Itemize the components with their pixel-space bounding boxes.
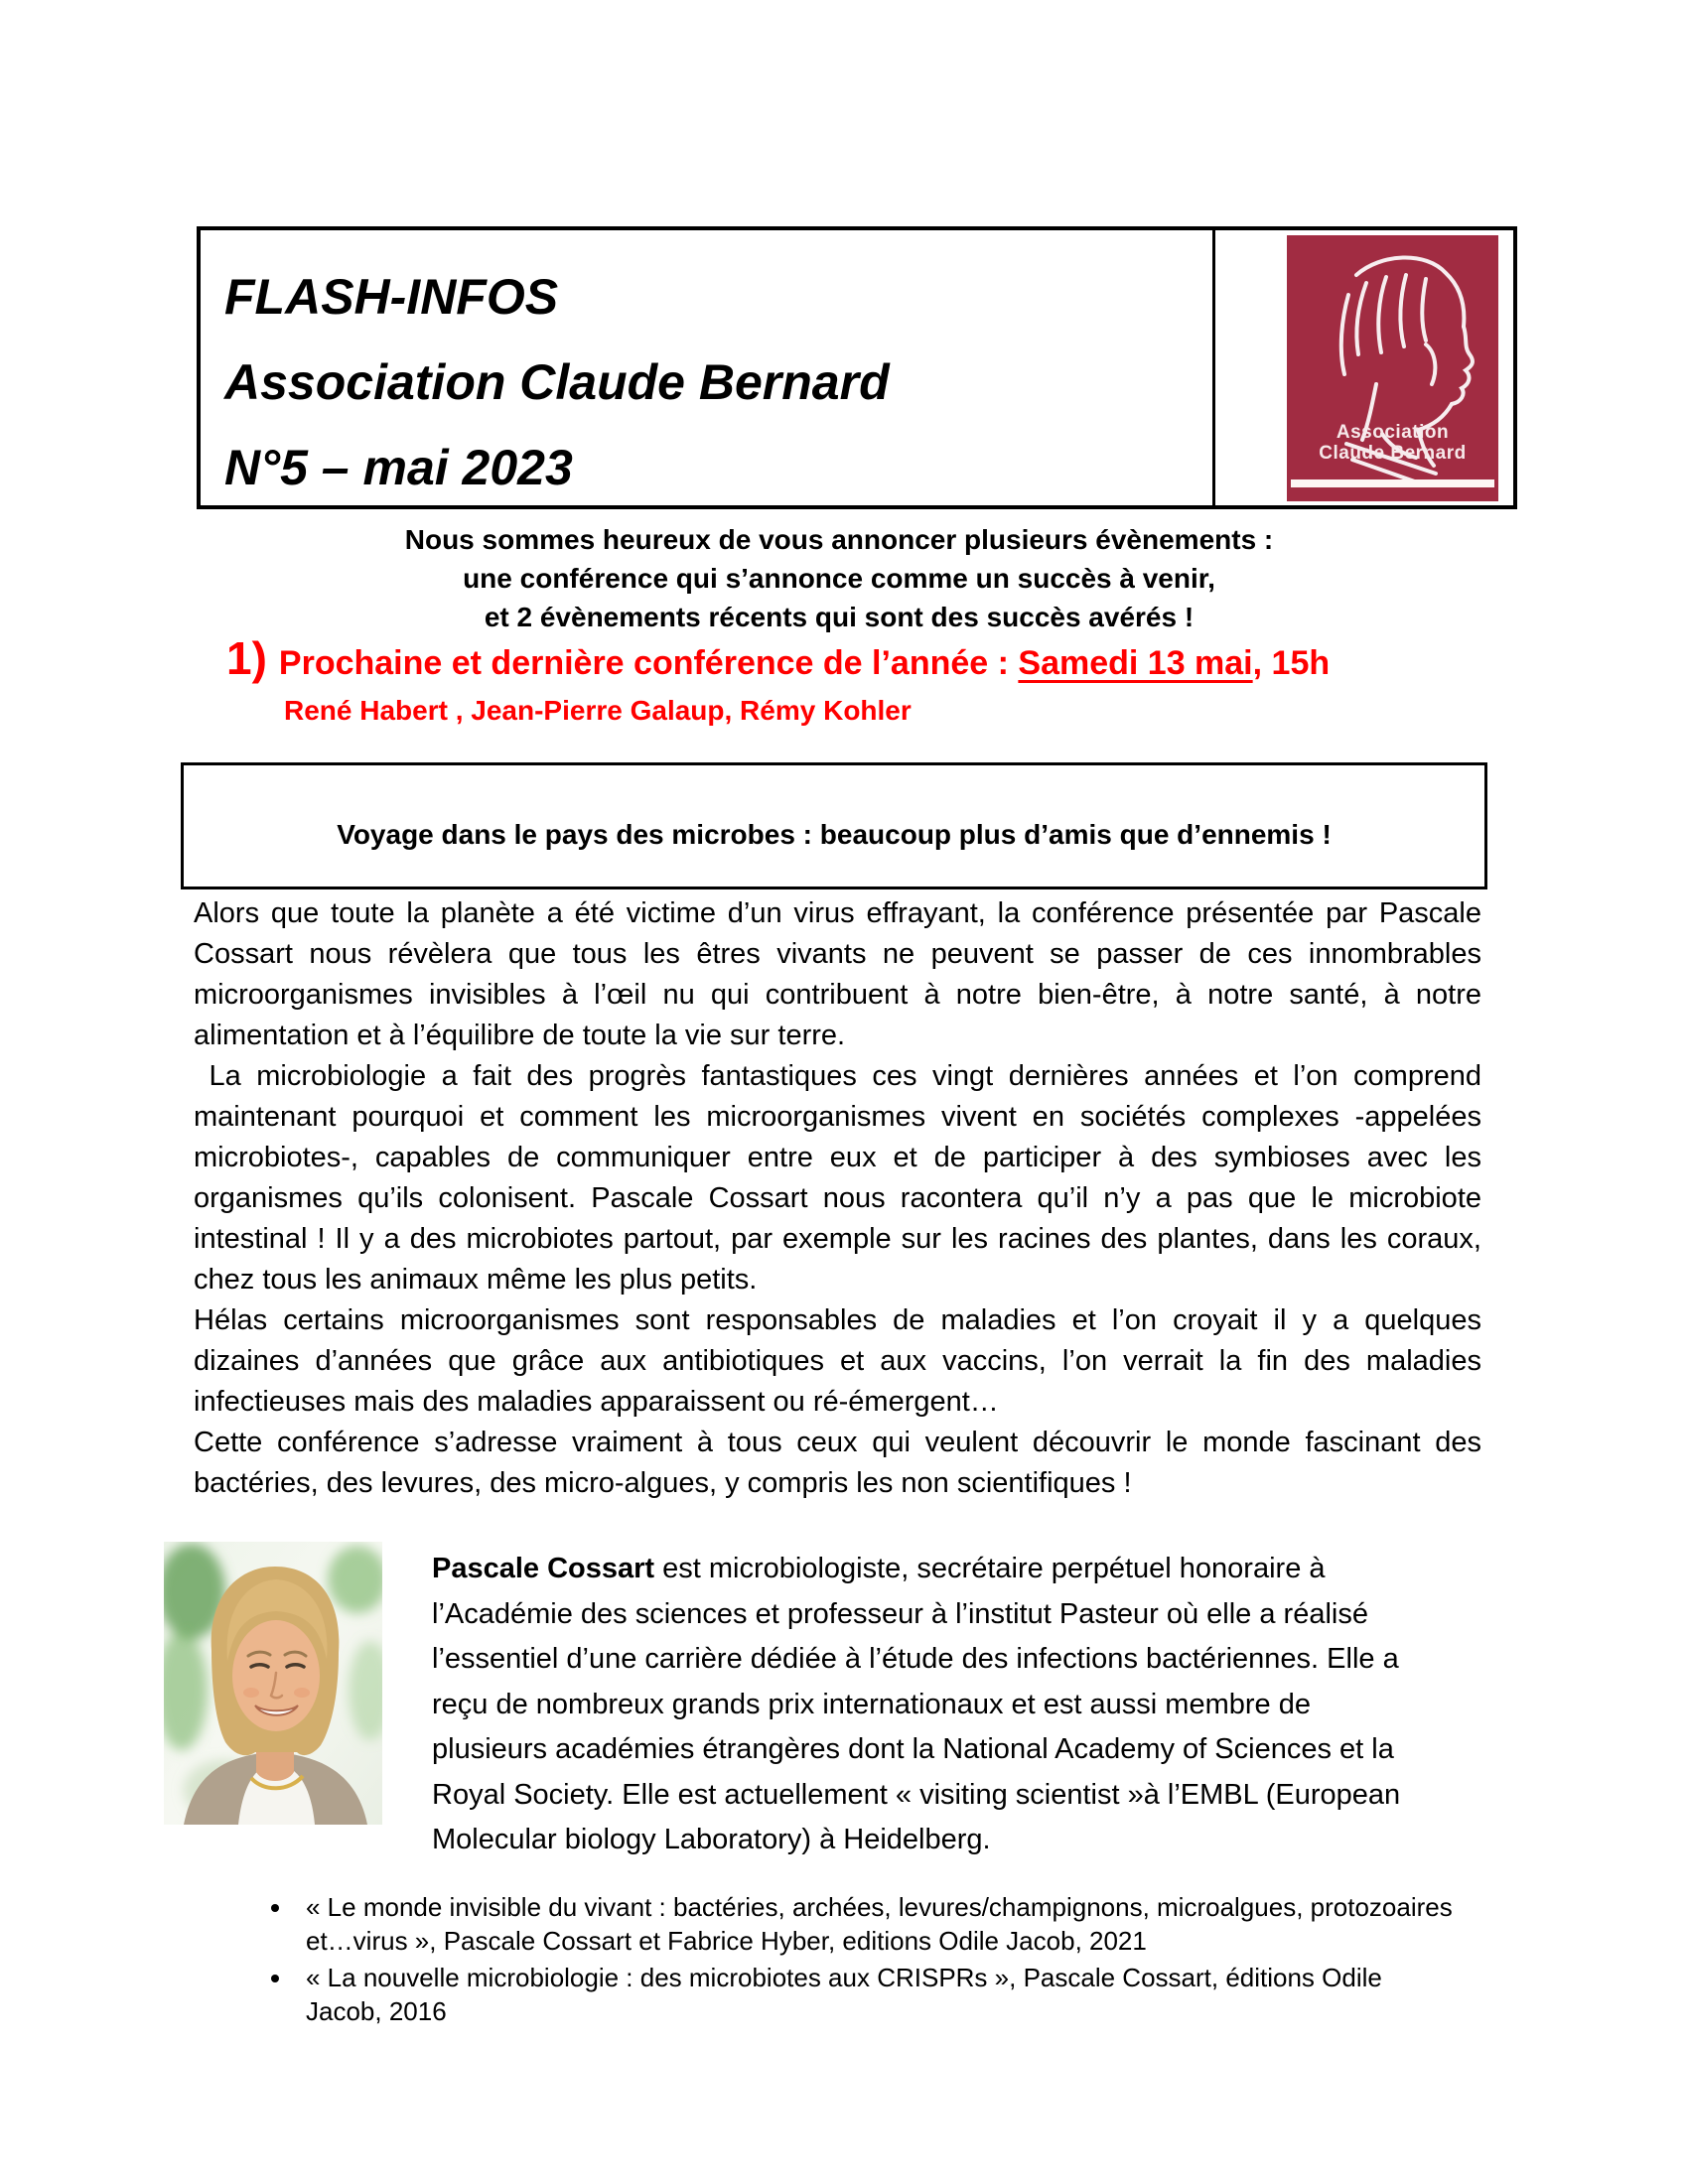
logo-cell: [1215, 230, 1513, 505]
section-heading-text: Prochaine et dernière conférence de l’année :: [278, 644, 1019, 682]
book-list: [236, 1891, 1458, 2032]
bio-text: est microbiologiste, secrétaire perpétuel honoraire à l’Académie des sciences et professeur à l’institut Pasteur où elle a réalisé l’essentiel d’une carrière dédiée à l’étude des infections bactériennes. Elle a reçu de nombreux grands prix internationaux et est aussi membre de plusieurs académies étrangères dont la National Academy of Sciences et la Royal Society. Elle est actuellement « visiting scientist »à l’EMBL (European Molecular biology Laboratory) à Heidelberg.: [432, 1553, 1401, 1855]
association-name: Association Claude Bernard: [224, 354, 890, 410]
body-paragraph-4: Cette conférence s’adresse vraiment à tous ceux qui veulent découvrir le monde fascinant des bactéries, des levures, des micro-algues, y compris les non scientifiques !: [194, 1427, 1481, 1499]
intro-text: [194, 520, 1484, 636]
conference-title-box: [181, 762, 1487, 889]
intro-line-2: une conférence qui s’annonce comme un succès à venir,: [463, 563, 1215, 594]
logo-caption-line2: Claude Bernard: [1319, 443, 1467, 464]
newsletter-name: FLASH-INFOS: [224, 269, 559, 325]
body-paragraph-1: Alors que toute la planète a été victime d’un virus effrayant, la conférence présentée par Pascale Cossart nous révèlera que tous les êtres vivants ne peuvent se passer de ces innombrables microorganismes invisibles à l’œil nu qui contribuent à notre bien-être, à notre santé, à notre alimentation et à l’équilibre de toute la vie sur terre.: [194, 897, 1481, 1051]
logo-caption: [1287, 422, 1498, 464]
conference-date: Samedi 13 mai: [1018, 644, 1253, 682]
conference-title: Voyage dans le pays des microbes : beaucoup plus d’amis que d’ennemis !: [337, 819, 1332, 850]
header-title: [201, 230, 1215, 505]
pascale-cossart-photo: [164, 1542, 382, 1825]
intro-line-3: et 2 évènements récents qui sont des succès avérés !: [484, 602, 1195, 632]
body-text: [194, 893, 1481, 1504]
bio-paragraph: [432, 1547, 1430, 1863]
body-paragraph-2: La microbiologie a fait des progrès fantastiques ces vingt dernières années et l’on comprend maintenant pourquoi et comment les microorganismes vivent en sociétés complexes -appelées microbiotes-, capables de communiquer entre eux et de participer à des symbioses avec les organismes qu’ils colonisent. Pascale Cossart nous racontera qu’il n’y a pas que le microbiote intestinal ! Il y a des microbiotes partout, par exemple sur les racines des plantes, dans les coraux, chez tous les animaux même les plus petits.: [194, 1060, 1481, 1296]
bio-name: Pascale Cossart: [432, 1553, 655, 1584]
body-paragraph-3: Hélas certains microorganismes sont responsables de maladies et l’on croyait il y a quelques dizaines d’années que grâce aux antibiotiques et aux vaccins, l’on verrait la fin des maladies infectieuses mais des maladies apparaissent ou ré-émergent…: [194, 1304, 1481, 1418]
section-number: 1): [226, 632, 267, 684]
portrait-photo-image: [164, 1542, 382, 1825]
conference-time: , 15h: [1252, 644, 1331, 682]
speakers-line: René Habert , Jean-Pierre Galaup, Rémy Kohler: [284, 695, 912, 726]
claude-bernard-logo: [1287, 235, 1498, 501]
intro-line-1: Nous sommes heureux de vous annoncer plusieurs évènements :: [404, 524, 1274, 555]
logo-stripe: [1291, 479, 1494, 487]
book-item-1: • « Le monde invisible du vivant : bactéries, archées, levures/champignons, microalgues, protozoaires et…virus », Pascale Cossart et Fabrice Hyber, editions Odile Jacob, 2021: [294, 1891, 1458, 1958]
header-box: [197, 226, 1517, 509]
book-item-2: • « La nouvelle microbiologie : des microbiotes aux CRISPRs », Pascale Cossart, éditions Odile Jacob, 2016: [294, 1962, 1458, 2028]
issue-number-date: N°5 – mai 2023: [224, 440, 573, 495]
section-1-heading: [226, 631, 1330, 685]
logo-caption-line1: Association: [1336, 422, 1450, 443]
